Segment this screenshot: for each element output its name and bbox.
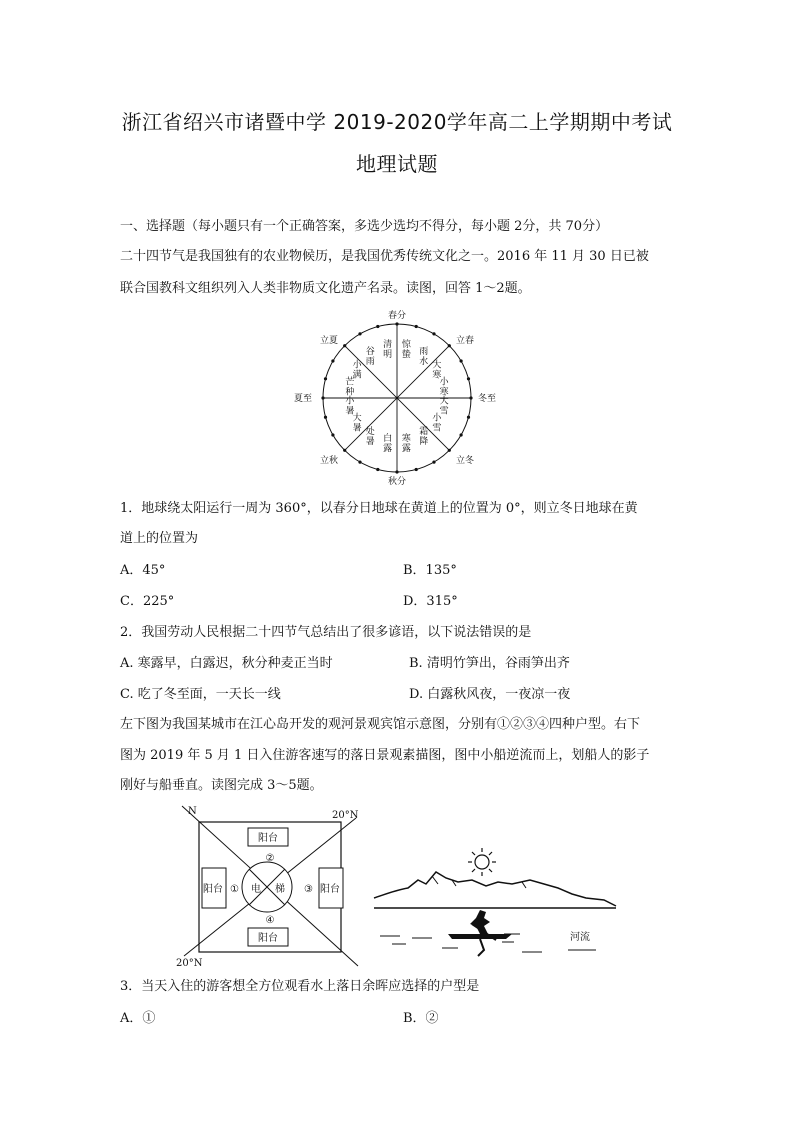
inner-term-label: 雨水 — [419, 347, 429, 368]
river-label: 河流 — [570, 932, 590, 943]
unit-1-label: ① — [230, 884, 239, 895]
intro-line-1: 二十四节气是我国独有的农业物候历，是我国优秀传统文化之一。2016 年 11 月 30 日已被 — [120, 249, 649, 264]
q1-stem-line-2: 道上的位置为 — [120, 531, 199, 546]
unit-4-label: ④ — [265, 915, 275, 926]
q2-option-a: A. 寒露早，白露迟，秋分种麦正当时 — [120, 656, 333, 671]
q1-option-c: C．225° — [120, 594, 175, 609]
intro-line-2: 联合国教科文组织列入人类非物质文化遗产名录。读图，回答 1～2题。 — [120, 281, 531, 296]
rowboat-icon — [448, 910, 512, 956]
inner-term-label: 小寒 — [439, 377, 449, 398]
term-winter-solstice: 冬至 — [478, 394, 497, 404]
inner-term-label: 霜降 — [419, 426, 429, 447]
term-start-of-summer: 立夏 — [320, 336, 339, 346]
balcony-left-label: 阳台 — [203, 884, 223, 895]
balcony-top-label: 阳台 — [258, 833, 278, 844]
solar-terms-figure — [290, 306, 510, 488]
inner-term-label: 大寒 — [432, 360, 442, 381]
inner-term-label: 寒露 — [401, 434, 411, 455]
inner-term-labels — [345, 338, 449, 454]
latitude-top-label: 20°N — [332, 810, 359, 821]
balcony-right-label: 阳台 — [320, 884, 340, 895]
q3-option-b: B．② — [403, 1011, 439, 1026]
q1-option-a: A．45° — [120, 563, 166, 578]
balcony-bottom-label: 阳台 — [258, 933, 278, 944]
inner-term-label: 白露 — [383, 434, 393, 455]
sun-icon — [468, 848, 496, 876]
inner-term-label: 惊蛰 — [401, 339, 411, 360]
exam-subtitle: 地理试题 — [356, 152, 438, 176]
term-autumn-equinox: 秋分 — [387, 477, 407, 487]
unit-3-label: ③ — [304, 884, 313, 895]
exam-title: 浙江省绍兴市诸暨中学 2019-2020学年高二上学期期中考试 — [121, 110, 673, 134]
q1-stem-line-1: 1．地球绕太阳运行一周为 360°，以春分日地球在黄道上的位置为 0°，则立冬日地球在黄 — [120, 501, 638, 516]
inner-term-label: 大暑 — [352, 413, 362, 434]
inner-term-label: 小满 — [352, 360, 362, 381]
sunset-sketch-figure — [372, 840, 618, 966]
term-start-of-spring: 立春 — [456, 336, 475, 346]
inner-term-label: 芒种 — [345, 377, 355, 398]
north-label: N — [188, 806, 197, 817]
q2-option-b: B. 清明竹笋出，谷雨笋出齐 — [409, 656, 570, 671]
latitude-bottom-label: 20°N — [176, 958, 203, 969]
section-heading: 一、选择题（每小题只有一个正确答案，多选少选均不得分，每小题 2分，共 70分） — [120, 219, 609, 234]
inner-term-label: 小雪 — [432, 413, 442, 434]
term-start-of-autumn: 立秋 — [320, 456, 339, 466]
elevator-label-right: 梯 — [275, 884, 285, 895]
q2-option-c: C. 吃了冬至面，一天长一线 — [120, 687, 281, 702]
q1-option-d: D．315° — [403, 594, 458, 609]
term-spring-equinox: 春分 — [387, 311, 407, 321]
term-start-of-winter: 立冬 — [456, 456, 475, 466]
passage-line-1: 左下图为我国某城市在江心岛开发的观河景观宾馆示意图，分别有①②③④四种户型。右下 — [120, 717, 641, 732]
inner-term-label: 大雪 — [439, 396, 449, 417]
q3-stem: 3．当天入住的游客想全方位观看水上落日余晖应选择的户型是 — [120, 979, 480, 994]
inner-term-label: 小暑 — [345, 396, 355, 417]
mountain-ridge — [374, 872, 616, 906]
passage-line-3: 刚好与船垂直。读图完成 3～5题。 — [120, 778, 323, 793]
q3-option-a: A．① — [120, 1011, 156, 1026]
q2-option-d: D. 白露秋风夜，一夜凉一夜 — [409, 687, 571, 702]
elevator-label-left: 电 — [251, 884, 261, 895]
inner-term-label: 谷雨 — [365, 347, 375, 368]
inner-term-label: 清明 — [383, 339, 393, 360]
inner-term-label: 处暑 — [365, 426, 375, 447]
passage-line-2: 图为 2019 年 5 月 1 日入住游客速写的落日景观素描图，图中小船逆流而上，划船人的影子 — [120, 748, 650, 763]
q2-stem: 2．我国劳动人民根据二十四节气总结出了很多谚语，以下说法错误的是 — [120, 625, 532, 640]
hotel-layout-figure — [172, 804, 368, 970]
unit-2-label: ② — [265, 853, 275, 864]
term-summer-solstice: 夏至 — [294, 394, 313, 404]
q1-option-b: B．135° — [403, 563, 457, 578]
